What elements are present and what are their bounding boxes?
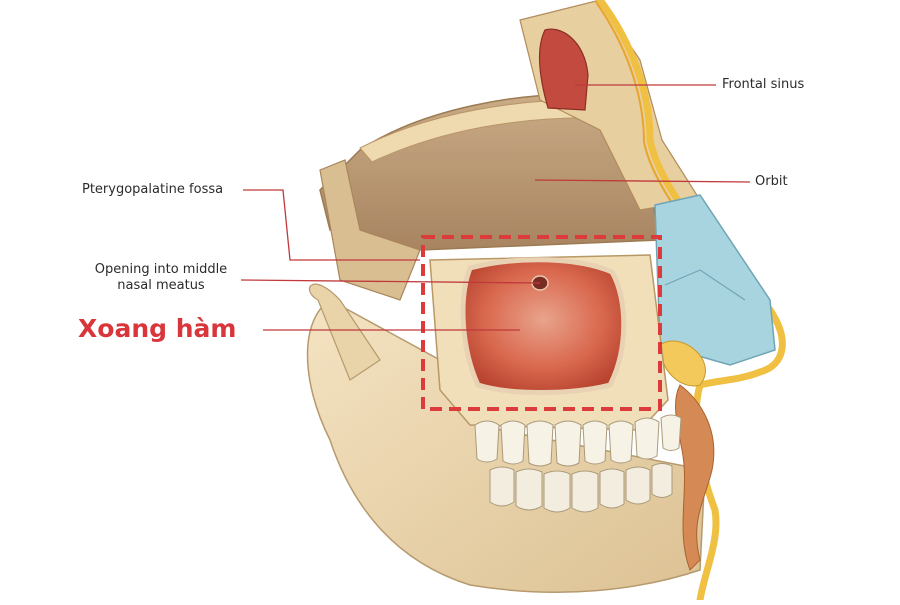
label-maxillary-sinus: Xoang hàm [78,314,237,343]
label-orbit: Orbit [755,174,788,189]
label-opening-line2: nasal meatus [117,278,205,293]
label-frontal-sinus: Frontal sinus [722,77,805,92]
label-opening-middle-meatus [86,262,236,294]
label-pterygopalatine-fossa: Pterygopalatine fossa [82,182,224,197]
label-opening-line1: Opening into middle [94,262,228,277]
